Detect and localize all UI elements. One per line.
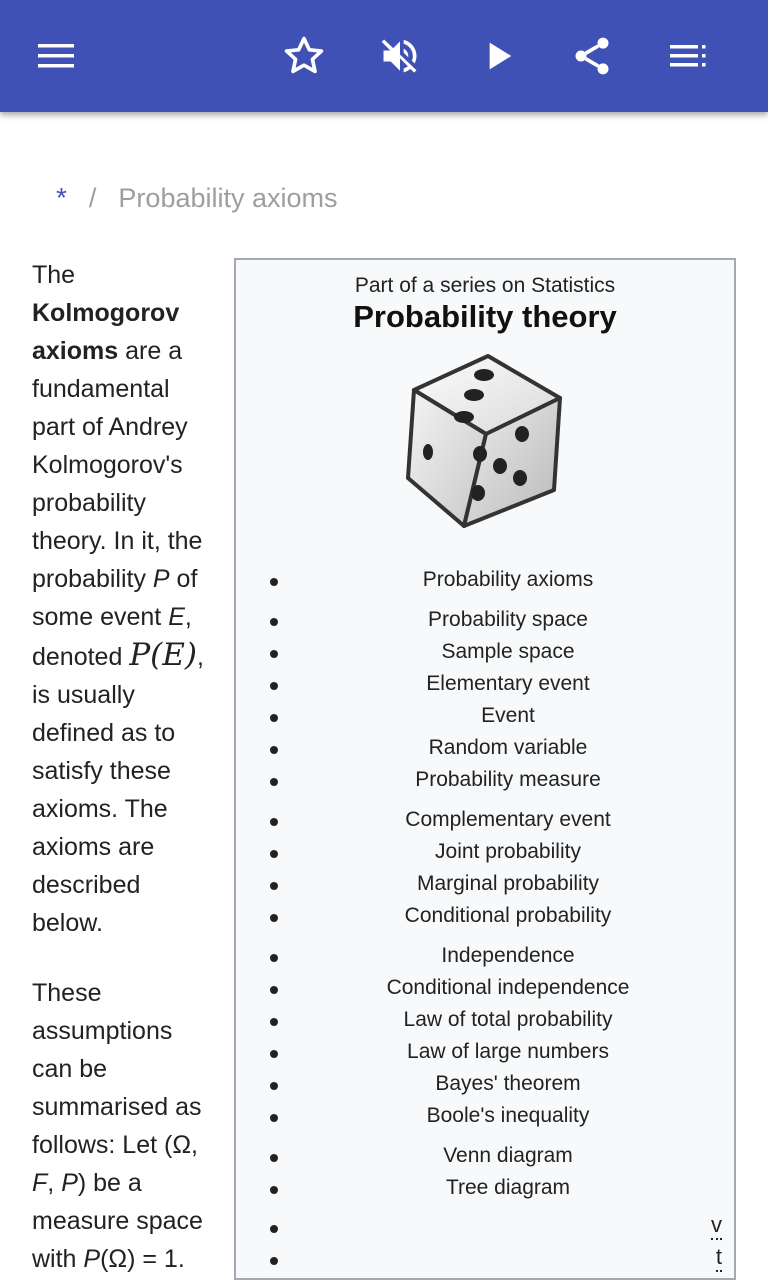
navbox-view-row bbox=[236, 1212, 734, 1244]
list-item[interactable]: Probability space bbox=[236, 604, 734, 636]
list-item[interactable]: Probability axioms bbox=[236, 564, 734, 596]
article-paragraph-1: The Kolmogorov axioms are a fundamental part of Andrey Kolmogorov's probability theory. In it, the probability P of some event E, denoted P(E), is usually defined as to satisfy these axioms. The axioms are described below. bbox=[32, 261, 204, 937]
breadcrumb bbox=[56, 176, 338, 220]
menu-button[interactable] bbox=[24, 24, 88, 88]
article-paragraph-2: These assumptions can be summarised as follows: Let (Ω, F, P) be a measure space with P(Ω) = 1. bbox=[32, 979, 203, 1273]
infobox-title: Probability theory bbox=[353, 299, 617, 334]
dice-icon bbox=[400, 348, 570, 548]
breadcrumb-home-link[interactable]: * bbox=[56, 182, 67, 213]
list-item[interactable]: Independence bbox=[236, 940, 734, 972]
list-item[interactable]: Bayes' theorem bbox=[236, 1068, 734, 1100]
bookmark-button[interactable] bbox=[272, 24, 336, 88]
playlist-icon bbox=[668, 41, 708, 71]
list-item[interactable]: Conditional independence bbox=[236, 972, 734, 1004]
list-item[interactable]: Joint probability bbox=[236, 836, 734, 868]
infobox-series-label: Part of a series on Statistics bbox=[354, 274, 616, 297]
list-item[interactable]: Random variable bbox=[236, 732, 734, 764]
list-item[interactable]: Sample space bbox=[236, 636, 734, 668]
navbox-talk-row bbox=[236, 1244, 734, 1276]
play-button[interactable] bbox=[466, 24, 530, 88]
list-item[interactable]: Law of large numbers bbox=[236, 1036, 734, 1068]
article-body bbox=[32, 256, 218, 1280]
probability-infobox bbox=[234, 258, 736, 1280]
breadcrumb-current-page: Probability axioms bbox=[118, 182, 338, 213]
list-item[interactable]: Law of total probability bbox=[236, 1004, 734, 1036]
list-item[interactable]: Conditional probability bbox=[236, 900, 734, 932]
list-item[interactable]: Elementary event bbox=[236, 668, 734, 700]
playlist-button[interactable] bbox=[656, 24, 720, 88]
list-item[interactable]: Complementary event bbox=[236, 804, 734, 836]
share-icon bbox=[570, 34, 614, 78]
star-outline-icon bbox=[282, 34, 326, 78]
list-item[interactable]: Event bbox=[236, 700, 734, 732]
infobox-topic-list bbox=[236, 564, 734, 1276]
volume-off-icon bbox=[378, 34, 422, 78]
breadcrumb-separator: / bbox=[88, 182, 97, 213]
mute-button[interactable] bbox=[368, 24, 432, 88]
navbox-view-link[interactable]: v bbox=[711, 1212, 722, 1240]
list-item[interactable]: Probability measure bbox=[236, 764, 734, 796]
math-formula: P(E) bbox=[129, 637, 198, 673]
kolmogorov-axioms-term: Kolmogorov axioms bbox=[32, 299, 180, 365]
list-item[interactable]: Venn diagram bbox=[236, 1140, 734, 1172]
share-button[interactable] bbox=[560, 24, 624, 88]
list-item[interactable]: Boole's inequality bbox=[236, 1100, 734, 1132]
list-item[interactable]: Tree diagram bbox=[236, 1172, 734, 1204]
list-item[interactable]: Marginal probability bbox=[236, 868, 734, 900]
play-icon bbox=[478, 36, 518, 76]
hamburger-menu-icon bbox=[36, 41, 76, 71]
app-bar bbox=[0, 0, 768, 112]
navbox-talk-link[interactable]: t bbox=[716, 1244, 722, 1272]
